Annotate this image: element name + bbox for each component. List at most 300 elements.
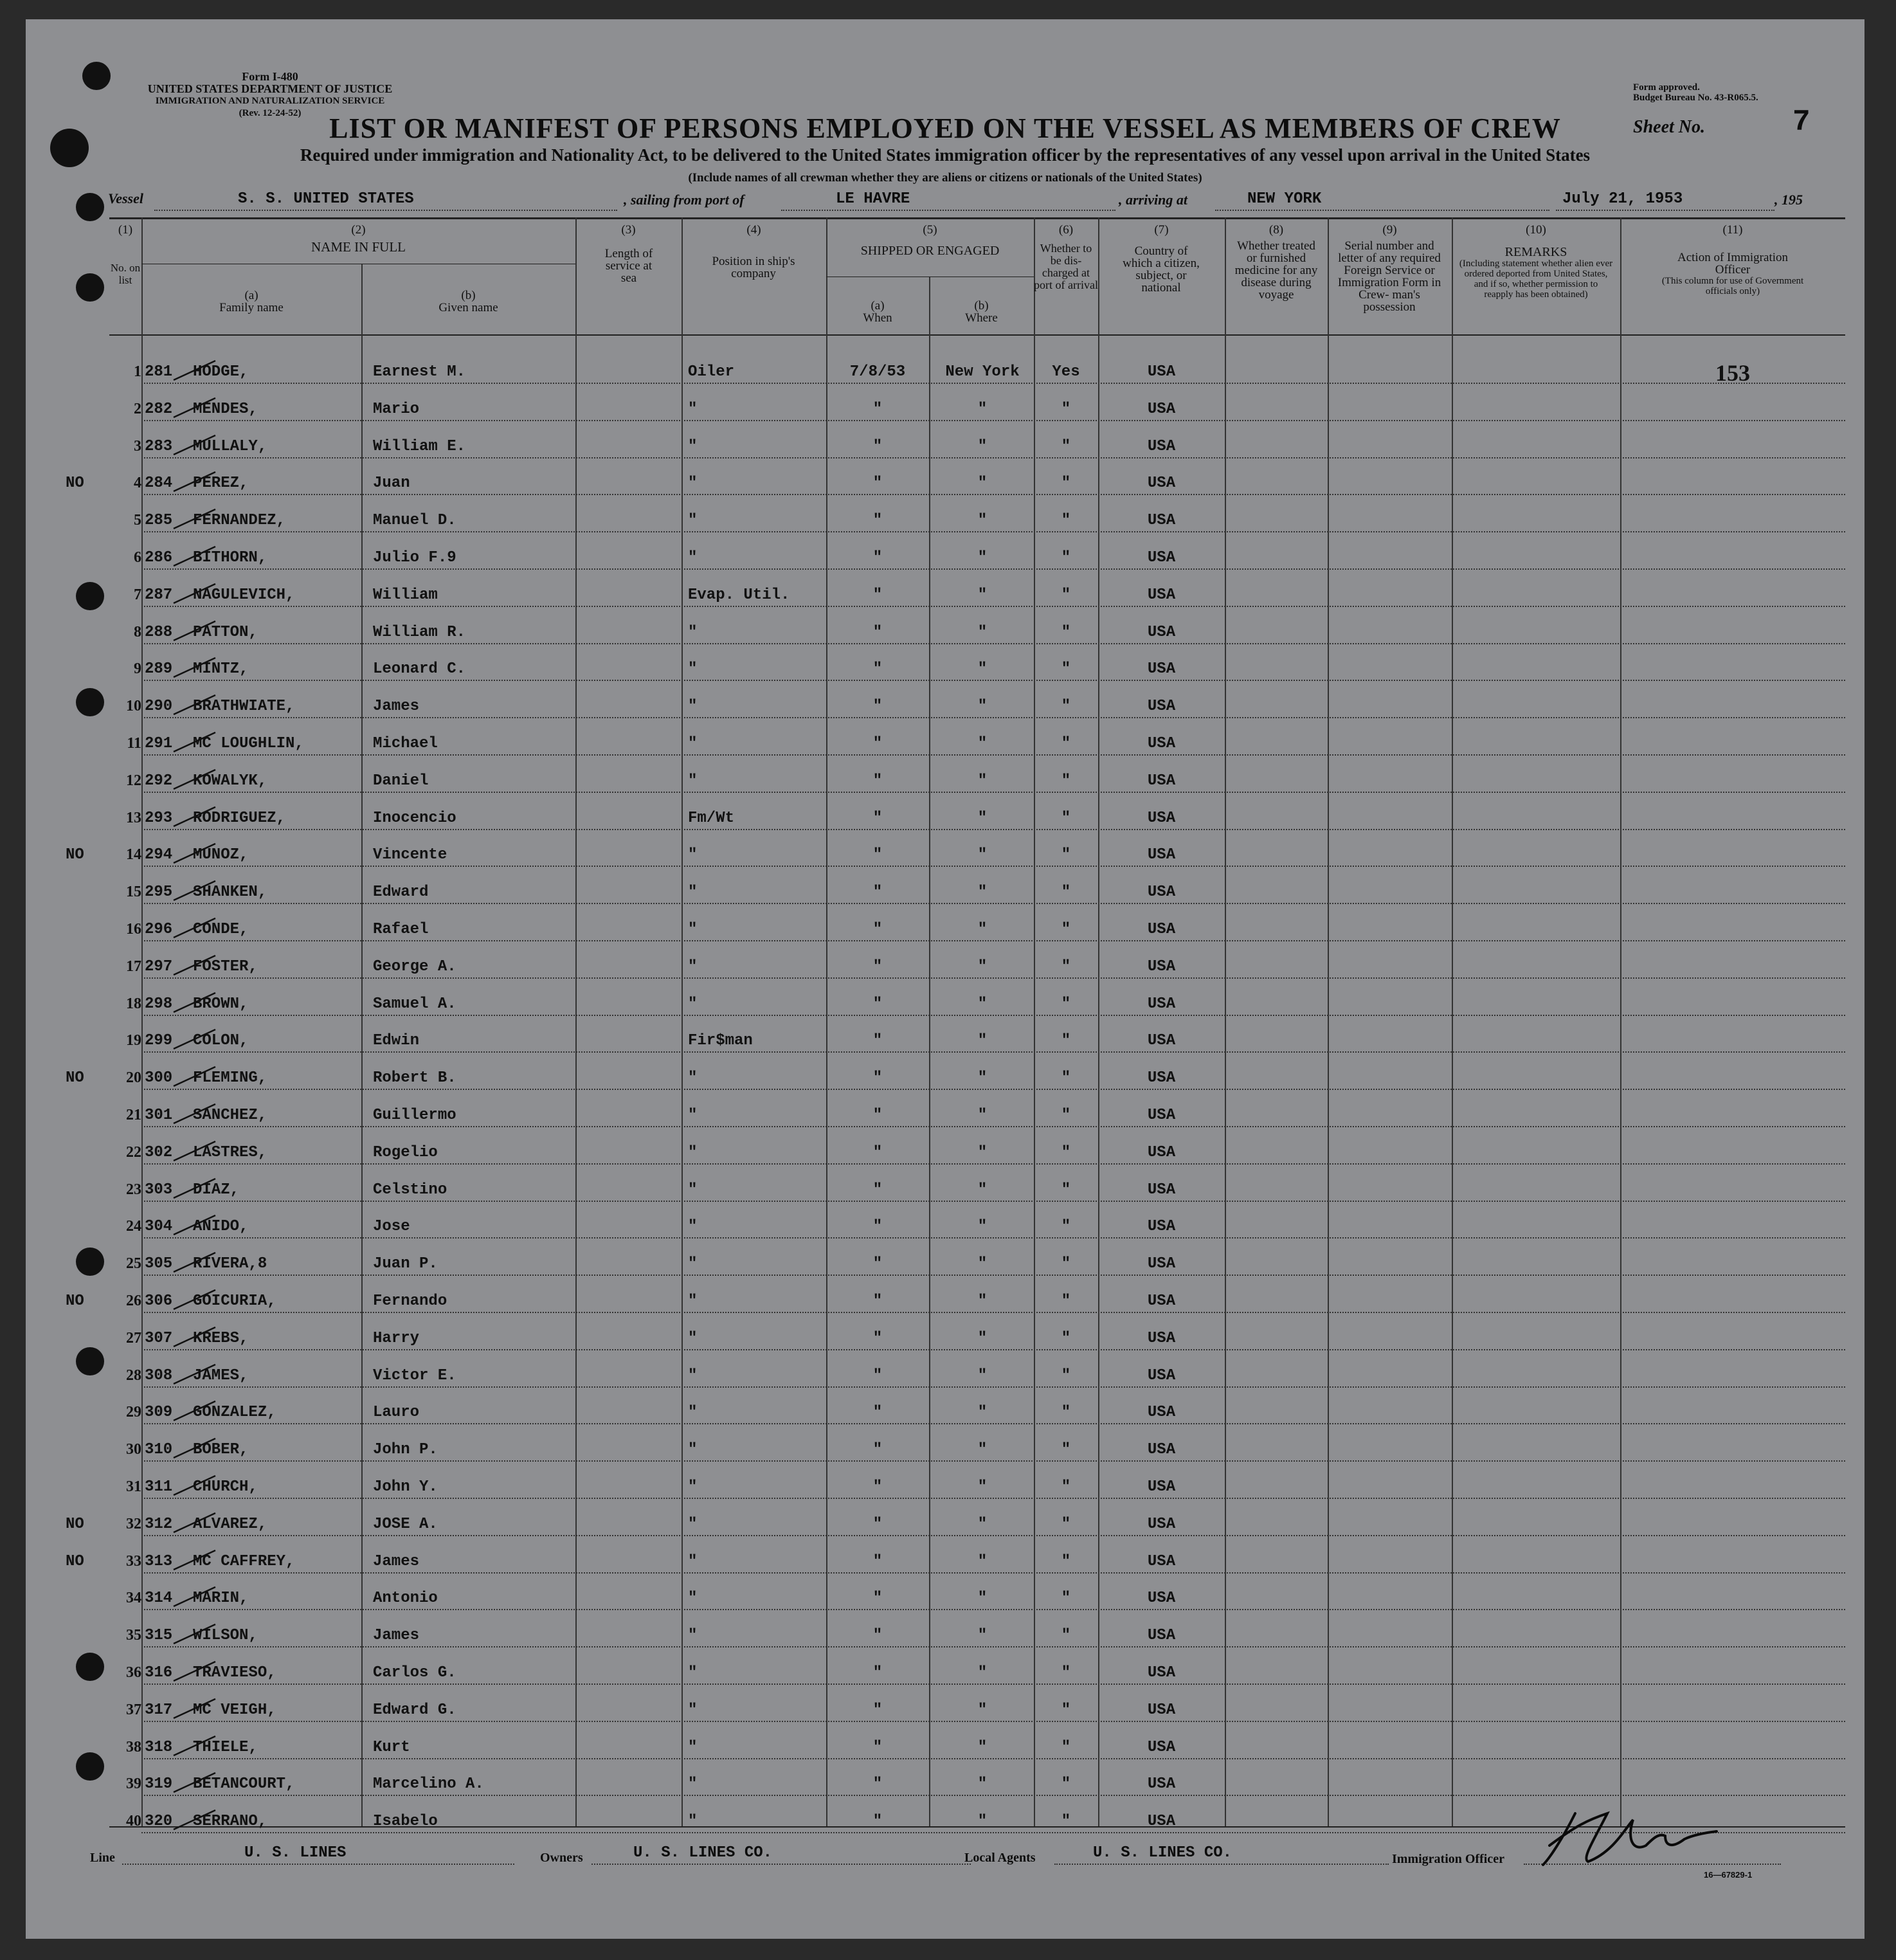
shipped-when: " (872, 549, 883, 567)
country: USA (1147, 1553, 1176, 1570)
family-name: BETANCOURT, (193, 1775, 295, 1793)
row-rule (141, 1386, 1845, 1388)
serial-number: 287 (145, 586, 173, 604)
check-mark-icon (170, 394, 222, 420)
shipped-where: " (977, 438, 988, 455)
check-mark-icon (170, 505, 222, 531)
row-number: 1 (134, 363, 141, 380)
country: USA (1147, 1107, 1176, 1124)
col10-label: REMARKS (1504, 245, 1567, 259)
position: " (688, 660, 698, 678)
row-rule (141, 1535, 1845, 1536)
row-number: 18 (126, 995, 141, 1012)
family-name: WILSON, (193, 1627, 258, 1644)
serial-number: 306 (145, 1293, 173, 1310)
position: " (688, 1367, 698, 1384)
position: " (688, 1739, 698, 1756)
position: " (688, 1144, 698, 1161)
col-rule (575, 217, 577, 1826)
check-mark-icon (170, 1620, 222, 1646)
form-note: (Include names of all crewman whether they are aliens or citizens or nationals of the United States) (688, 171, 1202, 185)
discharged: " (1061, 401, 1071, 418)
position: " (688, 698, 698, 715)
shipped-when: " (872, 1739, 883, 1756)
discharged: " (1061, 1516, 1071, 1533)
shipped-where: " (977, 660, 988, 678)
row-rule (141, 1163, 1845, 1165)
shipped-when: " (872, 1181, 883, 1199)
given-name: Juan (373, 475, 410, 492)
serial-number: 296 (145, 921, 173, 938)
family-name: BITHORN, (193, 549, 267, 567)
row-number: 25 (126, 1255, 141, 1272)
serial-number: 292 (145, 772, 173, 790)
check-mark-icon (170, 580, 222, 606)
serial-number: 318 (145, 1739, 173, 1756)
serial-number: 289 (145, 660, 173, 678)
family-name: CONDE, (193, 921, 249, 938)
check-mark-icon (170, 989, 222, 1015)
shipped-where: " (977, 1627, 988, 1644)
discharged: " (1061, 624, 1071, 641)
check-mark-icon (170, 1806, 222, 1832)
family-name: FERNANDEZ, (193, 512, 286, 529)
family-name: SANCHEZ, (193, 1107, 267, 1124)
position: " (688, 921, 698, 938)
family-name: MUNOZ, (193, 846, 249, 864)
shipped-when: " (872, 438, 883, 455)
check-mark-icon (170, 1211, 222, 1237)
row-rule (141, 606, 1845, 607)
check-mark-icon (170, 1175, 222, 1201)
country: USA (1147, 772, 1176, 790)
row-rule (141, 383, 1845, 384)
serial-number: 320 (145, 1813, 173, 1830)
shipped-when: " (872, 1441, 883, 1458)
serial-number: 315 (145, 1627, 173, 1644)
row-rule (141, 792, 1845, 793)
row-number: 21 (126, 1107, 141, 1123)
family-name: DIAZ, (193, 1181, 240, 1199)
col5a-label: When (863, 311, 892, 325)
family-name: MC VEIGH, (193, 1701, 276, 1719)
col-rule (1452, 217, 1453, 1826)
discharged: " (1061, 1181, 1071, 1199)
row-rule (141, 1312, 1845, 1313)
col2-label: NAME IN FULL (311, 239, 406, 255)
given-name: Robert B. (373, 1069, 456, 1087)
discharged: " (1061, 921, 1071, 938)
position: " (688, 1775, 698, 1793)
shipped-where: " (977, 1553, 988, 1570)
discharged: " (1061, 958, 1071, 975)
position: " (688, 1255, 698, 1273)
discharged: " (1061, 1255, 1071, 1273)
row-number: 35 (126, 1627, 141, 1644)
serial-number: 291 (145, 735, 173, 752)
serial-number: 307 (145, 1330, 173, 1347)
shipped-where: " (977, 1218, 988, 1235)
form-title: LIST OR MANIFEST OF PERSONS EMPLOYED ON THE VESSEL AS MEMBERS OF CREW (329, 113, 1561, 144)
discharged: " (1061, 995, 1071, 1013)
row-number: 9 (134, 660, 141, 677)
given-name: Guillermo (373, 1107, 456, 1124)
row-rule (141, 940, 1845, 941)
row-rule (141, 829, 1845, 830)
row-number: 30 (126, 1441, 141, 1458)
shipped-when: " (872, 1516, 883, 1533)
shipped-where: " (977, 512, 988, 529)
discharged: " (1061, 1218, 1071, 1235)
country: USA (1147, 1627, 1176, 1644)
discharged: " (1061, 772, 1071, 790)
margin-mark: NO (66, 475, 84, 492)
row-rule (141, 977, 1845, 979)
serial-number: 299 (145, 1032, 173, 1049)
position: " (688, 624, 698, 641)
punch-hole (76, 193, 104, 221)
country: USA (1147, 884, 1176, 901)
shipped-where: " (977, 995, 988, 1013)
position: " (688, 1107, 698, 1124)
row-rule (141, 680, 1845, 681)
col2a-header (141, 289, 361, 314)
serial-number: 313 (145, 1553, 173, 1570)
family-name: BROWN, (193, 995, 249, 1013)
shipped-when: " (872, 1664, 883, 1682)
shipped-when: " (872, 401, 883, 418)
discharged: " (1061, 586, 1071, 604)
family-name: MARIN, (193, 1590, 249, 1607)
serial-number: 302 (145, 1144, 173, 1161)
family-name: BRATHWIATE, (193, 698, 295, 715)
shipped-where: " (977, 1069, 988, 1087)
col9-header (1328, 224, 1452, 313)
col6-header (1034, 224, 1098, 291)
country: USA (1147, 475, 1176, 492)
given-name: Fernando (373, 1293, 447, 1310)
position: " (688, 1441, 698, 1458)
given-name: Jose (373, 1218, 410, 1235)
discharged: " (1061, 1553, 1071, 1570)
fill-line (122, 1864, 514, 1865)
check-mark-icon (170, 1695, 222, 1721)
manifest-sheet (26, 19, 1864, 1939)
row-number: 33 (126, 1553, 141, 1570)
shipped-when: " (872, 1478, 883, 1496)
row-number: 19 (126, 1032, 141, 1049)
shipped-when: 7/8/53 (849, 363, 906, 381)
table-top-rule (109, 217, 1845, 219)
col5-header (826, 224, 1034, 257)
shipped-where: " (977, 1664, 988, 1682)
row-number: 28 (126, 1367, 141, 1384)
shipped-when: " (872, 475, 883, 492)
col6-label: Whether to be dis- charged at port of arrival (1034, 242, 1098, 291)
row-rule (141, 1089, 1845, 1090)
position: " (688, 549, 698, 567)
discharged: " (1061, 1739, 1071, 1756)
shipped-where: " (977, 698, 988, 715)
shipped-when: " (872, 1144, 883, 1161)
family-name: FOSTER, (193, 958, 258, 975)
col7-number: (7) (1154, 223, 1169, 237)
country: USA (1147, 624, 1176, 641)
row-rule (141, 754, 1845, 756)
row-rule (141, 457, 1845, 458)
serial-number: 312 (145, 1516, 173, 1533)
given-name: Leonard C. (373, 660, 466, 678)
check-mark-icon (170, 803, 222, 829)
row-number: 23 (126, 1181, 141, 1198)
row-rule (141, 903, 1845, 904)
shipped-when: " (872, 1330, 883, 1347)
shipped-when: " (872, 772, 883, 790)
row-rule (141, 1051, 1845, 1053)
row-number: 31 (126, 1478, 141, 1495)
sailing-label: , sailing from port of (624, 192, 745, 208)
fill-line (781, 210, 1115, 211)
position: " (688, 438, 698, 455)
country: USA (1147, 1144, 1176, 1161)
owners-value: U. S. LINES CO. (633, 1844, 773, 1862)
position: " (688, 1813, 698, 1830)
col7-header (1098, 224, 1225, 294)
check-mark-icon (170, 1547, 222, 1572)
col3-number: (3) (621, 223, 636, 237)
given-name: Edwin (373, 1032, 420, 1049)
shipped-when: " (872, 698, 883, 715)
family-name: MC CAFFREY, (193, 1553, 295, 1570)
punch-hole (76, 582, 104, 610)
form-number: Form I-480 (242, 70, 298, 83)
row-number: 20 (126, 1069, 141, 1086)
country: USA (1147, 401, 1176, 418)
serial-number: 281 (145, 363, 173, 381)
col1-number: (1) (118, 223, 133, 237)
serial-number: 290 (145, 698, 173, 715)
col6-number: (6) (1058, 223, 1074, 237)
check-mark-icon (170, 1249, 222, 1275)
country: USA (1147, 1775, 1176, 1793)
row-number: 34 (126, 1590, 141, 1606)
given-name: John P. (373, 1441, 438, 1458)
shipped-when: " (872, 1293, 883, 1310)
serial-number: 284 (145, 475, 173, 492)
margin-mark: NO (66, 1293, 84, 1310)
row-rule (141, 1758, 1845, 1759)
family-name: MENDES, (193, 401, 258, 418)
row-rule (141, 1795, 1845, 1796)
shipped-where: " (977, 846, 988, 864)
given-name: JOSE A. (373, 1516, 438, 1533)
shipped-where: " (977, 958, 988, 975)
country: USA (1147, 1293, 1176, 1310)
row-number: 17 (126, 958, 141, 975)
check-mark-icon (170, 1063, 222, 1089)
row-number: 26 (126, 1293, 141, 1309)
col5b-header (929, 300, 1034, 324)
shipped-where: " (977, 475, 988, 492)
serial-number: 298 (145, 995, 173, 1013)
shipped-when: " (872, 846, 883, 864)
shipped-where: " (977, 1032, 988, 1049)
punch-hole (76, 1752, 104, 1781)
given-name: James (373, 1553, 420, 1570)
given-name: James (373, 698, 420, 715)
check-mark-icon (170, 840, 222, 866)
shipped-where: " (977, 1813, 988, 1830)
shipped-when: " (872, 1255, 883, 1273)
shipped-when: " (872, 1218, 883, 1235)
col1-label: No. on list (110, 262, 141, 286)
position: " (688, 958, 698, 975)
check-mark-icon (170, 1658, 222, 1683)
family-name: TRAVIESO, (193, 1664, 276, 1682)
country: USA (1147, 921, 1176, 938)
given-name: Edward (373, 884, 429, 901)
row-rule (141, 866, 1845, 867)
shipped-when: " (872, 660, 883, 678)
shipped-when: " (872, 884, 883, 901)
col11-number: (11) (1722, 223, 1743, 237)
col3-label: Length of service at sea (604, 247, 653, 285)
discharged: " (1061, 1293, 1071, 1310)
header-bottom-rule (109, 334, 1845, 336)
family-name: KREBS, (193, 1330, 249, 1347)
country: USA (1147, 1516, 1176, 1533)
country: USA (1147, 1218, 1176, 1235)
row-rule (141, 531, 1845, 532)
given-name: Harry (373, 1330, 420, 1347)
row-rule (141, 1609, 1845, 1610)
col-rule (1225, 217, 1226, 1826)
given-name: Rogelio (373, 1144, 438, 1161)
country: USA (1147, 1813, 1176, 1830)
shipped-where: " (977, 1255, 988, 1273)
serial-number: 295 (145, 884, 173, 901)
punch-hole (76, 688, 104, 716)
check-mark-icon (170, 654, 222, 680)
col-rule (1328, 217, 1329, 1826)
given-name: Manuel D. (373, 512, 456, 529)
punch-hole (76, 1347, 104, 1375)
country: USA (1147, 1664, 1176, 1682)
row-rule (141, 1275, 1845, 1276)
row-rule (141, 1646, 1845, 1647)
col5b-number: (b) (974, 299, 989, 313)
given-name: Rafael (373, 921, 429, 938)
discharged: " (1061, 884, 1071, 901)
row-number: 5 (134, 512, 141, 529)
shipped-where: " (977, 810, 988, 827)
country: USA (1147, 1069, 1176, 1087)
shipped-where: " (977, 1293, 988, 1310)
given-name: Isabelo (373, 1813, 438, 1830)
col10-note: (Including statement whether alien ever ordered deported from United States, and if so, whether permission to reapply has been obtained) (1459, 259, 1613, 300)
shipped-where: " (977, 1144, 988, 1161)
discharged: " (1061, 475, 1071, 492)
family-name: SERRANO, (193, 1813, 267, 1830)
given-name: Carlos G. (373, 1664, 456, 1682)
position: " (688, 401, 698, 418)
country: USA (1147, 995, 1176, 1013)
family-name: MINTZ, (193, 660, 249, 678)
row-rule (141, 1498, 1845, 1499)
serial-number: 283 (145, 438, 173, 455)
shipped-where: " (977, 1404, 988, 1421)
given-name: William R. (373, 624, 466, 641)
serial-number: 309 (145, 1404, 173, 1421)
country: USA (1147, 698, 1176, 715)
discharged: " (1061, 810, 1071, 827)
country: USA (1147, 1478, 1176, 1496)
position: " (688, 475, 698, 492)
discharged: " (1061, 735, 1071, 752)
col2a-label: Family name (219, 301, 284, 314)
shipped-where: " (977, 921, 988, 938)
col2a-number: (a) (244, 289, 258, 302)
country: USA (1147, 958, 1176, 975)
check-mark-icon (170, 1732, 222, 1758)
discharged: " (1061, 1627, 1071, 1644)
position: " (688, 1516, 698, 1533)
shipped-when: " (872, 1813, 883, 1830)
shipped-where: " (977, 1107, 988, 1124)
col5b-label: Where (965, 311, 998, 325)
owners-label: Owners (540, 1851, 583, 1865)
discharged: " (1061, 1813, 1071, 1830)
family-name: MC LOUGHLIN, (193, 735, 304, 752)
check-mark-icon (170, 1286, 222, 1312)
family-name: COLON, (193, 1032, 249, 1049)
given-name: Edward G. (373, 1701, 456, 1719)
fill-line (1556, 210, 1774, 211)
col11-header (1620, 224, 1845, 296)
position: " (688, 1181, 698, 1199)
shipped-when: " (872, 1701, 883, 1719)
row-number: 24 (126, 1218, 141, 1235)
col-rule (682, 217, 683, 1826)
col11-label: Action of Immigration Officer (1677, 251, 1789, 277)
shipped-when: " (872, 1367, 883, 1384)
given-name: Juan P. (373, 1255, 438, 1273)
shipped-when: " (872, 1404, 883, 1421)
row-rule (141, 494, 1845, 495)
discharged: " (1061, 1478, 1071, 1496)
discharged: " (1061, 438, 1071, 455)
position: " (688, 1627, 698, 1644)
punch-hole (76, 1248, 104, 1276)
family-name: BOBER, (193, 1441, 249, 1458)
port-of-departure: LE HAVRE (836, 190, 910, 208)
shipped-when: " (872, 958, 883, 975)
form-approved: Form approved. (1633, 82, 1700, 93)
row-rule (141, 643, 1845, 644)
position: Fir$man (688, 1032, 753, 1049)
serial-number: 316 (145, 1664, 173, 1682)
family-name: CHURCH, (193, 1478, 258, 1496)
row-number: 29 (126, 1404, 141, 1420)
col-rule (1034, 217, 1035, 1826)
margin-mark: NO (66, 1553, 84, 1570)
serial-number: 317 (145, 1701, 173, 1719)
position: Evap. Util. (688, 586, 790, 604)
shipped-when: " (872, 624, 883, 641)
position: " (688, 884, 698, 901)
row-rule (141, 1721, 1845, 1722)
row-number: 14 (126, 846, 141, 863)
